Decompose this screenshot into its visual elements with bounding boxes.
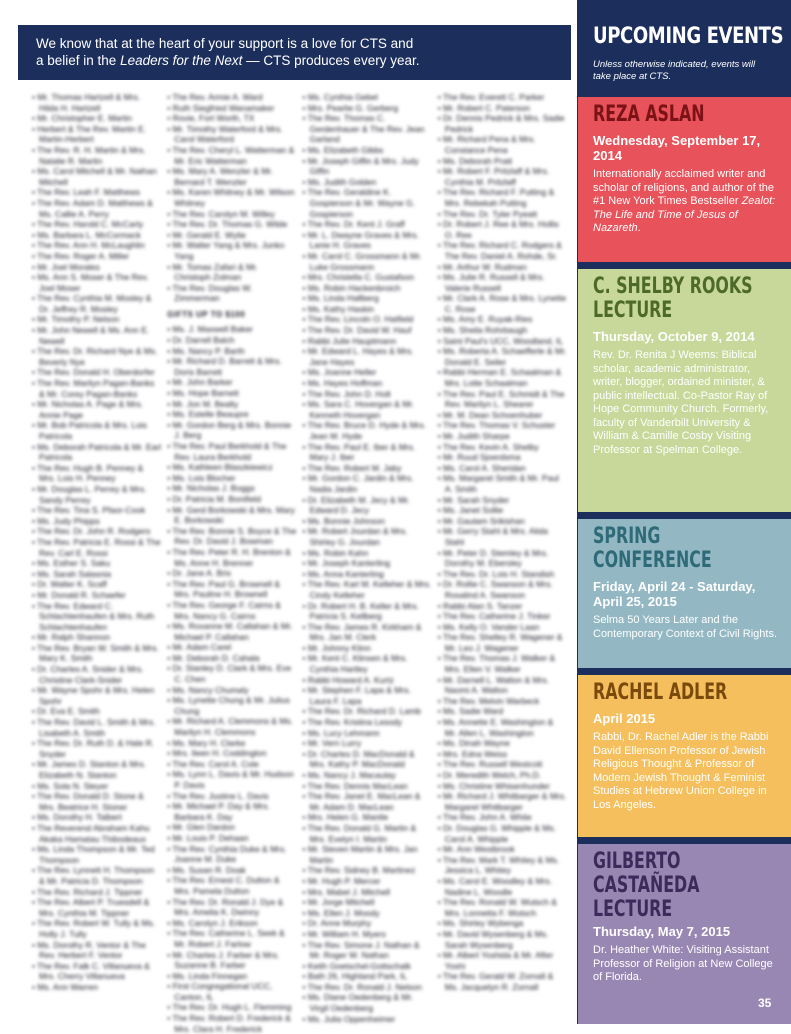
- donor-entry: • The Rev. R. H. Martin & Mrs. Natalie R. Martin: [32, 144, 146, 166]
- donor-entry: • The Rev. Dr. Ronald J. Dye & Mrs. Amelia K. Dwinny: [167, 896, 284, 918]
- donor-entry: • The Rev. Douglas W. Zimmerman: [167, 282, 253, 304]
- donor-entry: • Mr. Douglas L. Perrey & Mrs. Sandy Perrey: [32, 483, 147, 505]
- donor-entry: • Ms. Roberta A. Schaefferle & Mr. Donald E. Seiler: [437, 346, 567, 367]
- donor-entry: • The Rev. Roger A. Miller: [32, 250, 130, 261]
- donor-entry: • Mr. Clark A. Rose & Mrs. Lynette C. Rose: [437, 293, 567, 314]
- donor-entry: • Mr. Gautam Srikishan: [437, 515, 525, 526]
- donor-entry: • The Rev. Justine L. Davis: [167, 790, 269, 801]
- event-name: [593, 850, 743, 922]
- donor-entry: • Mr. Stephen F. Lapa & Mrs. Laura F. Lapa: [302, 685, 411, 706]
- donor-entry: • The Rev. James R. Kirkham & Mrs. Jan M. Clerk: [302, 621, 422, 643]
- donor-entry: • Mr. Donald R. Schaefer: [32, 589, 126, 600]
- donor-entry: • Ms. Nancy J. Macaulay: [302, 770, 396, 780]
- donor-entry: • The Rev. Albert P. Truesdell & Mrs. Cynthia M. Tippner: [32, 897, 150, 918]
- donor-entry: • The Rev. Cheryl L. Watterman & Mr. Eric Watterman: [167, 144, 295, 166]
- donor-entry: • Mr. Timothy Waterford & Mrs. Carol Waterford: [167, 123, 283, 145]
- event-rachel-adler: [578, 675, 791, 837]
- event-name-line-1: C. SHELBY ROOKS: [593, 274, 753, 299]
- book-title: Zealot: The Life and Time of Jesus of Nazareth: [593, 195, 776, 234]
- event-name-line-2: CASTAÑEDA: [593, 873, 700, 898]
- donor-entry: • Ms. Carolyn J. Erikson: [167, 917, 258, 928]
- donor-list: [32, 92, 567, 1034]
- event-date: Thursday, May 7, 2015: [593, 924, 731, 939]
- donor-entry: • Mr. Joel Morales: [32, 261, 100, 272]
- donor-entry: • Mr. Gerry Stahl & Mrs. Alida Stahl: [437, 526, 548, 547]
- donor-entry: • Ms. Anna Kanterling: [302, 568, 384, 579]
- donor-entry: • The Rev. Thomas J. Walker & Mrs. Ellen V. Walker: [437, 653, 556, 675]
- donor-entry: • The Rev. Bruce D. Hyde & Mrs. Jean M. Hyde: [302, 420, 427, 441]
- donor-entry: • The Rev. Peter R. H. Brenton & Ms. Anne H. Brenner: [167, 546, 291, 568]
- donor-entry: • Ms. Roxanne M. Callahan & Mr. Michael P. Callahan: [167, 621, 293, 642]
- donor-entry: • Ms. Linda Hallberg: [302, 293, 379, 304]
- donor-entry: • Ms. Esther S. Saku: [32, 558, 111, 569]
- donor-entry: • Dr. Stanley D. Clark & Mrs. Eve C. Chen: [167, 663, 292, 685]
- donor-entry: • Ms. Shirley Wybenga: [437, 918, 524, 929]
- donor-entry: • Ms. Mary A. Wenzler & Mr. Bernard T. Wenzler: [167, 166, 274, 187]
- donor-entry: • Ms. Deborah Patricola & Mr. Earl Patricola: [32, 441, 162, 463]
- donor-entry: • The Rev. Cynthia Duke & Mrs. Joanne M. Duke: [167, 843, 287, 865]
- donor-entry: • Ms. Annette E. Washington & Mr. Allen L. Washington: [437, 717, 554, 738]
- donor-entry: • Ms. Margaret Smith & Mr. Paul A. Smith: [437, 473, 559, 494]
- donor-entry: • Ms. Judy Phipps: [32, 515, 100, 526]
- donor-entry: • The Rev. Robert W. Tully & Ms. Holly J. Tully: [32, 918, 156, 939]
- donor-entry: • Ms. Elizabeth Gibbs: [302, 144, 384, 155]
- donor-entry: • Mr. Richard Pena & Mrs. Constance Pena: [437, 134, 536, 155]
- donor-entry: • Ms. Estelle Beaupre: [167, 409, 249, 420]
- donor-entry: • Ms. Carol Mitchell & Mr. Nathan Mitchell: [32, 166, 157, 187]
- donor-column-4: [438, 92, 567, 1007]
- banner-line-2-end: — CTS produces every year.: [242, 53, 420, 68]
- donor-entry: • Mr. Bob Patricola & Mrs. Lois Patricola: [32, 420, 147, 441]
- event-description: Selma 50 Years Later and the Contemporary Context of Civil Rights.: [593, 614, 778, 640]
- donor-entry: • Mr. Joseph Kanterling: [302, 558, 391, 569]
- donor-entry: • Ms. Sarah Salasnia: [32, 568, 112, 579]
- donor-entry: • Ms. Lynette Chung & Mr. Julius Chung: [167, 695, 290, 716]
- donor-entry: • The Rev. Carolyn M. Willey: [167, 208, 275, 219]
- donor-entry: • Mrs. Ileen H. Coddington: [167, 748, 267, 759]
- donor-entry: • The Rev. Simone J. Nathan & Mr. Roger W. Nathan: [302, 939, 420, 961]
- donor-entry: • Mr. Michael P. Day & Mrs. Barbara K. Day: [167, 801, 270, 822]
- event-spring-conference: [578, 519, 791, 668]
- banner-line-2: [36, 52, 557, 69]
- donor-column-3: [302, 92, 432, 1024]
- donor-entry: • The Rev. Dr. Tyler Pyeatt: [437, 208, 538, 219]
- donor-entry: • Mr. Robert C. Paterson: [437, 102, 531, 113]
- donor-entry: • Mr. Nicholas J. Boggs: [167, 483, 255, 494]
- donor-entry: • Ms. Christine Whisenhunder: [437, 780, 550, 791]
- donor-entry: • Mr. John Barker: [167, 377, 233, 388]
- donor-entry: • Dr. Eva E. Smith: [32, 706, 100, 717]
- donor-column-1: [32, 92, 161, 1007]
- donor-entry: • Ms. Mary H. Clarke: [167, 737, 246, 748]
- donor-entry: • Mrs. Christella C. Gustafson: [302, 272, 415, 283]
- donor-entry: • The Rev. Karl M. Kelleher & Mrs. Cindy Kelleher: [302, 579, 432, 600]
- donor-entry: • Ms. Janet Sollie: [437, 505, 504, 516]
- donor-entry: • The Rev. Robert D. Frederick & Mrs. Clara H. Frederick: [167, 1013, 291, 1034]
- event-date: Thursday, October 9, 2014: [593, 329, 755, 344]
- donor-entry: • The Rev. Robert M. Jaby: [302, 462, 402, 473]
- donor-entry: • The Rev. Cynthia M. Mosley & Dr. Jeffrey R. Mosley: [32, 293, 152, 314]
- donor-entry: • Mr. Johnny Klinn: [302, 642, 371, 653]
- donor-entry: • The Rev. Lincoln O. Hatfield: [302, 314, 414, 325]
- donor-entry: • Mr. Ralph Shannon: [32, 632, 111, 643]
- donor-entry: • Ms. Kelly O. Vander Laan: [437, 621, 540, 632]
- donor-entry: • Bath 26, Highland Park, IL: [302, 971, 408, 982]
- donor-entry: • Ms. Diane Oedenberg & Mr. Virgil Oedenberg: [302, 992, 414, 1014]
- donor-entry: • The Rev. Tina S. Pfaor-Cook: [32, 505, 146, 516]
- donor-entry: • Ms. Sheila Rohrbaugh: [437, 325, 528, 336]
- banner-leaders-phrase: Leaders for the Next: [120, 53, 243, 68]
- donor-entry: • Ms. Dorothy H. Talbert: [32, 812, 122, 823]
- donor-entry: • The Rev. Dr. Kent J. Graff: [302, 219, 405, 230]
- donor-entry: • Mr. Timothy P. Nelson: [32, 314, 120, 325]
- event-name: [593, 274, 753, 323]
- donor-entry: • The Rev. Melvin Warbeck: [437, 695, 540, 706]
- donor-entry: • Ms. Kathleen Blaszkiewicz: [167, 462, 273, 473]
- donor-entry: • Ms. Deborah Pratt: [437, 155, 513, 166]
- event-name-line-2: LECTURE: [593, 298, 673, 323]
- donor-entry: • Dr. Elizabeth M. Jecy & Mr. Edward D. Jecy: [302, 494, 410, 516]
- donor-entry: • Mr. Vern Lurry: [302, 738, 362, 749]
- donor-entry: • Mr. Sarah Snyder: [437, 494, 510, 505]
- donor-entry: • The Rev. Dr. Richard D. Lamb: [302, 706, 421, 717]
- donor-entry: • Ms. Robin Kahn: [302, 547, 369, 558]
- donor-entry: • The Rev. Richard C. Rodgers & The Rev. Daniel A. Rohde, Sr.: [437, 240, 562, 261]
- donor-entry: • Ms. Carol A. Sheridan: [437, 462, 526, 473]
- donor-entry: • Ms. Linda Finnegan: [167, 970, 248, 981]
- donor-entry: • The Rev. Donald D. Stone & Mrs. Beatrice H. Stoner: [32, 791, 144, 812]
- donor-entry: • Ms. Lucy Lehmann: [302, 727, 380, 738]
- donor-entry: • Mr. Charles J. Farber & Mrs. Suzanne B. Farber: [167, 949, 280, 971]
- donor-entry: • Dr. Charles D. MacDonald & Mrs. Kathy P. MacDonald: [302, 748, 415, 770]
- donor-entry: • Ms. Susan R. Doak: [167, 864, 246, 875]
- event-description: Dr. Heather White: Visiting Assistant Professor of Religion at New College of Florida.: [593, 944, 773, 983]
- donor-entry: • Dr. Rollie C. Swanson & Mrs. Rosalind A. Swanson: [437, 579, 553, 600]
- donor-entry: • The Rev. Bryan W. Smith & Mrs. Mary K. Smith: [32, 642, 159, 664]
- donor-entry: • Ms. Barbara L. McCormack: [32, 229, 141, 240]
- donor-entry: • Dr. Charles A. Snider & Mrs. Christine Clark-Snider: [32, 664, 144, 685]
- donor-entry: • The Rev. Donald G. Martin & Mrs. Evelyn I. Martin: [302, 822, 417, 844]
- donor-entry: • Mr. Ann Westbrook: [437, 844, 515, 855]
- donor-entry: • Ms. Julie R. Russell & Mrs. Valerie Russell: [437, 272, 545, 293]
- donor-entry: • Ms. Sadie Ward: [437, 706, 504, 717]
- donor-entry: • The Rev. Dr. Hugh L. Flemming: [167, 1002, 292, 1013]
- donor-entry: • Mr. William H. Myers: [302, 928, 386, 939]
- donor-entry: • Mr. Robert F. Pritzlaff & Mrs. Cynthia M. Pritzlaff: [437, 166, 550, 187]
- donor-entry: • The Rev. Richard F. Putting & Mrs. Rebekah Putting: [437, 187, 555, 208]
- donor-entry: • Keith Goetschel-Gottschalk: [302, 960, 411, 971]
- event-date: Friday, April 24 - Saturday, April 25, 2015: [593, 579, 756, 609]
- donor-entry: • Rabbi Julie Hauptmann: [302, 335, 397, 346]
- donor-entry: • The Rev. Everett C. Parker: [437, 92, 545, 102]
- donor-entry: • Rovie, Fort Worth, TX: [167, 113, 255, 124]
- donor-entry: • The Rev. Ernest C. Dutton & Mrs. Pamela Dutton: [167, 875, 280, 896]
- event-name: REZA ASLAN: [593, 102, 705, 127]
- donor-entry: • The Rev. Leah F. Matthews: [32, 187, 141, 198]
- donor-entry: • Ms. Sara C. Hovergan & Mr. Kenneth Hovergan: [302, 399, 415, 420]
- donor-entry: • The Rev. Donald H. Oberdorfer: [32, 367, 155, 378]
- page-number: 35: [758, 996, 772, 1010]
- banner-line-2-start: a belief in the: [36, 53, 121, 68]
- donor-entry: • The Rev. Richard J. Tippner: [32, 886, 143, 897]
- donor-entry: • Ms. Ellen J. Moody: [302, 907, 380, 918]
- donor-entry: • Rabbi Howard A. Kurtz: [302, 674, 394, 685]
- sidebar-title: UPCOMING EVENTS: [593, 24, 784, 49]
- donor-entry: • Mr. Albert Yoshida & Mr. After Yoshi: [437, 950, 554, 971]
- event-name-line-2: CONFERENCE: [593, 548, 712, 573]
- donor-entry: • Mr. Jon M. Bealty: [167, 398, 239, 409]
- donor-entry: • Mrs. Edna Weiss: [437, 748, 508, 759]
- donor-entry: • Ms. Nancy P. Barth: [167, 345, 245, 356]
- donor-entry: • Mr. Carol C. Grossmann & Mr. Luke Grossmann: [302, 250, 422, 272]
- donor-column-2: [167, 92, 297, 1034]
- donor-entry: • The Rev. Catherine L. Seek & Mr. Robert J. Farlow: [167, 928, 285, 949]
- donor-entry: • The Rev. Carol A. Cole: [167, 758, 259, 769]
- donor-entry: • Ms. Joanne Heller: [302, 367, 377, 378]
- donor-entry: • The Rev. Harold C. McCarty: [32, 219, 144, 230]
- event-description-text: Internationally acclaimed writer and scholar of religions, and author of the #1 New York Times Bestseller: [593, 168, 775, 207]
- donor-entry: • Dr. Meredith Welch, Ph.D.: [437, 770, 542, 780]
- donor-entry: • The Reverend Abraham Kahu Akaka Hamatau Thibodeaux: [32, 822, 150, 844]
- donor-entry: • Ms. Judith Golden: [302, 176, 377, 187]
- donor-entry: • The Rev. Ann H. McLaughlin: [32, 240, 145, 251]
- donor-entry: • Mr. M. Dean Schoenhuber: [437, 409, 543, 420]
- donor-entry: • The Rev. Gerald W. Zornall & Ms. Jacquelyn R. Zornall: [437, 971, 554, 992]
- donor-entry: • Mr. Nicholas A. Page & Mrs. Annie Page: [32, 399, 144, 420]
- intro-banner: [18, 25, 571, 80]
- donor-entry: • The Rev. Armie A. Ward: [167, 92, 263, 102]
- donor-entry: • The Rev. Russell Westcott: [437, 759, 543, 770]
- donor-entry: • Ms. Cynthia Gebel: [302, 92, 378, 102]
- donor-entry: • Mr. Gordon Berg & Mrs. Bonnie J. Berg: [167, 419, 292, 441]
- donor-entry: • Mr. Thomas Hartzell & Mrs. Hilda H. Hartzell: [32, 92, 141, 113]
- banner-line-1: We know that at the heart of your support is a love for CTS and: [36, 36, 414, 51]
- event-description-end: .: [637, 222, 641, 234]
- donor-entry: • The Rev. Ronald W. Wutsch & Mrs. Lonnetta F. Wutsch: [437, 897, 557, 918]
- donor-entry: • The Rev. Thomas V. Schuster: [437, 420, 556, 431]
- donor-entry: • The Rev. Janet E. MacLean & Mr. Adam D. MacLean: [302, 791, 421, 812]
- donor-entry: • Ms. J. Maxwell Baker: [167, 324, 253, 335]
- donor-entry: • Dr. Darrell Balch: [167, 335, 235, 346]
- event-date: Wednesday, September 17, 2014: [593, 133, 761, 163]
- donor-entry: • The Rev. Hugh B. Penney & Mrs. Lois H. Penney: [32, 462, 144, 484]
- donor-entry: • The Rev. Mark T. Whitey & Ms. Jessica L. Whitey: [437, 854, 560, 876]
- donor-entry: • Mrs. Pearlie G. Gerberg: [302, 102, 399, 113]
- donor-section-heading: GIFTS UP TO $100: [167, 309, 246, 319]
- donor-entry: • The Rev. Dr. Richard Nye & Ms. Beverly Nye: [32, 346, 158, 367]
- donor-entry: • Ms. Bonnie Johnson: [302, 515, 385, 526]
- donor-entry: • Mr. Walter Yang & Mrs. Junko Yang: [167, 240, 285, 261]
- donor-entry: • The Rev. Adam D. Matthews & Ms. Callie A. Perry: [32, 197, 153, 219]
- donor-entry: • The Rev. Bonnie S. Boyce & The Rev. Dr. David J. Bowman: [167, 525, 297, 547]
- donor-entry: • The Rev. Paul E. Schmidt & The Rev. Marilyn L. Shearer: [437, 388, 565, 410]
- donor-entry: • The Rev. John A. White: [437, 812, 532, 823]
- donor-entry: • The Rev. Dr. John R. Rodgers: [32, 526, 151, 537]
- donor-entry: • The Rev. John D. Holt: [302, 388, 391, 399]
- event-shelby-rooks-lecture: [578, 269, 791, 512]
- donor-entry: • The Rev. Catherine J. Tinker: [437, 611, 551, 622]
- donor-entry: • The Rev. Dr. Ruth D. & Hale R. Snyder: [32, 738, 155, 759]
- donor-entry: • Mr. Judith Sharpe: [437, 431, 510, 441]
- donor-entry: • Mr. Louis P. Dehaan: [167, 832, 249, 843]
- event-description: Rev. Dr. Renita J Weems: Biblical scholar, academic administrator, writer, blogger, ordained minister, & public intellectual. Co-Pastor Ray of Hope Community Church. Formerly, faculty of Vanderbilt University & William & Camille Cosby Visiting Professor at Spelman College.: [593, 349, 769, 456]
- donor-entry: • Ms. Julia Oppenheimer: [302, 1013, 396, 1024]
- event-name: [593, 525, 743, 573]
- donor-entry: • Mr. Adam Carel: [167, 642, 232, 653]
- event-description: Rabbi, Dr. Rachel Adler is the Rabbi David Ellenson Professor of Jewish Religious Thought & Professor of Modern Jewish Thought & Feminist Studies at Hebrew Union College in Los Angeles.: [593, 731, 769, 811]
- donor-entry: • Mrs. Helen G. Mantle: [302, 812, 389, 823]
- donor-entry: • The Rev. Paul E. Iber & Mrs. Mary J. Iber: [302, 441, 416, 463]
- donor-entry: • Mr. Steven Martin & Mrs. Jan Martin: [302, 844, 418, 865]
- donor-entry: • Mr. Edward L. Hayes & Mrs. Jane Hayes: [302, 346, 414, 367]
- donor-entry: • Mr. Peter D. Stemley & Mrs. Dorothy M. Ebersley: [437, 547, 549, 569]
- donor-entry: • Herbert & The Rev. Martin E. Martin-Herbert: [32, 123, 147, 145]
- donor-entry: • Mr. Joseph Giffin & Mrs. Judy Giffin: [302, 155, 419, 177]
- event-date: April 2015: [593, 711, 656, 726]
- donor-entry: • Mr. Gerald E. Wylie: [167, 229, 246, 240]
- donor-entry: • The Rev. Dr. Ronald J. Nelson: [302, 981, 422, 992]
- donor-entry: • The Rev. Dr. Lois H. Standish: [437, 568, 555, 579]
- donor-entry: • Mr. John Newell & Ms. Ann E. Newell: [32, 325, 150, 346]
- donor-entry: • The Rev. David L. Smith & Mrs. Lisabeth A. Smith: [32, 717, 156, 738]
- donor-entry: • Rabbi Herman E. Schaalman & Mrs. Lotte Schaalman: [437, 367, 562, 389]
- donor-entry: • The Rev. Lynnett H. Thompson & Mr. Patricia D. Thompson: [32, 865, 155, 886]
- donor-entry: • Ms. Karen Whitney & Mr. Wilson Whitney: [167, 187, 295, 208]
- donor-entry: • The Rev. Geraldine K. Gospierson & Mr. Wayne G. Gospierson: [302, 187, 415, 219]
- donor-entry: • The Rev. Thomas C. Gerdenhauer & The Rev. Jean Garland: [302, 113, 425, 145]
- donor-entry: • Ms. Ann S. Moser & The Rev. Joel Moser: [32, 272, 149, 293]
- donor-entry: • The Rev. Edward C. Schlachtenhaufen & Mrs. Ruth Schlachtenhaufen: [32, 600, 155, 632]
- donor-entry: • The Rev. Patricia E. Rossi & The Rev. Carl E. Rossi: [32, 536, 161, 558]
- donor-entry: • Mr. Darnell L. Walton & Mrs. Naomi A. Walton: [437, 674, 550, 696]
- donor-entry: • Mr. Gerd Borkowski & Mrs. Mary E. Borkowski: [167, 504, 295, 526]
- donor-entry: • Mrs. Mabel J. Mitchell: [302, 886, 391, 897]
- donor-entry: • Mr. Ruud Sjoerdsma: [437, 452, 521, 463]
- donor-entry: • Mr. Gordon C. Jardin & Mrs. Nadia Jardin: [302, 473, 414, 494]
- donor-entry: • Ms. Dorothy R. Ventor & The Rev. Herbert F. Ventor: [32, 939, 146, 961]
- donor-entry: • The Rev. George F. Cairns & Mrs. Nancy G. Cairns: [167, 599, 281, 621]
- donor-entry: • Ms. Hayes Hoffman: [302, 378, 383, 389]
- sidebar-note: Unless otherwise indicated, events will take place at CTS.: [593, 59, 756, 82]
- donor-entry: • Ms. Linda Thompson & Mr. Ted Thompson: [32, 844, 155, 865]
- donor-entry: • The Rev. Shelley R. Wagener & Mr. Leo J. Wagener: [437, 632, 563, 653]
- donor-entry: • Mr. David Wysenberg & Ms. Sarah Wysenberg: [437, 928, 549, 950]
- event-name-line-1: GILBERTO: [593, 849, 681, 874]
- donor-entry: • Mr. Wayne Spohr & Mrs. Helen Spohr: [32, 685, 155, 706]
- donor-entry: • Dr. Robert J. Ree & Mrs. Hollis O. Ree: [437, 219, 559, 240]
- donor-entry: • The Rev. Dr. Thomas G. Wilde: [167, 219, 288, 230]
- donor-entry: • Ms. Sola N. Steyer: [32, 780, 109, 791]
- donor-entry: • Mr. Robert Jourdan & Mrs. Shirley G. Jourdan: [302, 526, 408, 547]
- event-reza-aslan: [578, 97, 791, 262]
- event-description: [593, 168, 781, 236]
- donor-entry: • Mr. Richard J. Whitbarger & Mrs. Margaret Whitbarger: [437, 791, 567, 812]
- donor-entry: • Mr. Hugh P. Mercer: [302, 875, 381, 886]
- donor-entry: • Ms. Robin Hackenbroich: [302, 282, 401, 293]
- donor-entry: • Dr. Robert H. B. Keller & Mrs. Patricia S. Kellberg: [302, 600, 419, 622]
- donor-entry: • Rabbi Alan S. Tanzer: [437, 600, 523, 611]
- event-name-line-3: LECTURE: [593, 897, 673, 922]
- donor-entry: • Mr. Deborah D. Cahala: [167, 652, 260, 663]
- donor-entry: • Mr. James D. Stanton & Mrs. Elizabeth N. Stanton: [32, 759, 146, 780]
- donor-entry: • Ms. Nancy Chumaly: [167, 684, 249, 695]
- donor-entry: • The Rev. Dr. David W. Hauf: [302, 325, 412, 336]
- event-name: RACHEL ADLER: [593, 680, 728, 705]
- donor-entry: • Dr. Dennis Pedrick & Mrs. Sadie Pedrick: [437, 113, 565, 134]
- donor-entry: • Ms. Lois Blocher: [167, 472, 236, 483]
- donor-entry: • Ms. Amy E. Ruyak-Ries: [437, 314, 533, 325]
- donor-entry: • Dr. Douglas G. Whipple & Ms. Carol A. Whipple: [437, 822, 556, 844]
- donor-entry: • Saint Paul's UCC, Woodland, IL: [437, 335, 564, 346]
- donor-entry: • Dr. Jane A. Brix: [167, 568, 232, 579]
- donor-entry: • The Rev. Kristina Lesody: [302, 717, 403, 728]
- donor-entry: • Mr. Richard A. Clemmons & Ms. Marilyn H. Clemmons: [167, 716, 294, 738]
- donor-entry: • The Rev. Paul Berkhold & The Rev. Laura Berkhold: [167, 441, 287, 462]
- donor-entry: • The Rev. Kevin A. Shelby: [437, 441, 539, 452]
- donor-entry: • Mr. Arthur W. Rudman: [437, 261, 527, 272]
- donor-entry: • Mr. Christopher E. Martin: [32, 113, 132, 124]
- donor-entry: • Mr. Jorge Mitchell: [302, 897, 375, 908]
- donor-entry: • The Rev. Marilyn Pagan-Banks & Mr. Corey Pagan-Banks: [32, 378, 155, 399]
- donor-entry: • Ms. Hope Barnett: [167, 388, 239, 399]
- donor-entry: • Ms. Kathy Haskin: [302, 303, 374, 314]
- donor-entry: • The Rev. Dennis MacLean: [302, 780, 408, 791]
- donor-entry: • Mr. Glen Dardon: [167, 822, 235, 833]
- donor-entry: • Mr. Richard D. Barrett & Mrs. Doris Barrett: [167, 356, 282, 377]
- donor-entry: • Dr. Walter K. Scaff: [32, 579, 107, 590]
- donor-entry: • Dr. Patricia M. Bonifield: [167, 493, 261, 504]
- donor-entry: • The Rev. Falk C. Villanueva & Mrs. Cherry Villanueva: [32, 960, 150, 982]
- donor-entry: • Ruth Siegfried Wanamaker: [167, 102, 275, 113]
- donor-entry: • First Congregational UCC, Canton, IL: [167, 981, 273, 1002]
- donor-entry: • Mr. L. Dwayne Graves & Mrs. Lanie H. Graves: [302, 229, 419, 251]
- donor-entry: • Ms. Dinah Wayne: [437, 738, 510, 749]
- event-name-line-1: SPRING: [593, 524, 661, 549]
- donor-entry: • Mr. Tomas Zafari & Mr. Christoph Zolman: [167, 261, 258, 283]
- donor-entry: • The Rev. Sidney B. Martinez: [302, 865, 416, 876]
- donor-entry: • Ms. Lynn L. Davis & Mr. Hudson P. Davis: [167, 769, 294, 790]
- donor-entry: • Dr. Anne Murphy: [302, 918, 372, 929]
- donor-entry: • Mr. Kent C. Klinsen & Mrs. Cynthia Hartley: [302, 653, 408, 675]
- donor-entry: • Ms. Ann Warren: [32, 981, 98, 992]
- donor-entry: • The Rev. Paul G. Brownell & Mrs. Pauline H. Brownell: [167, 578, 280, 600]
- donor-entry: • Ms. Carol E. Woodley & Mrs. Nadine L. Woodle: [437, 875, 553, 897]
